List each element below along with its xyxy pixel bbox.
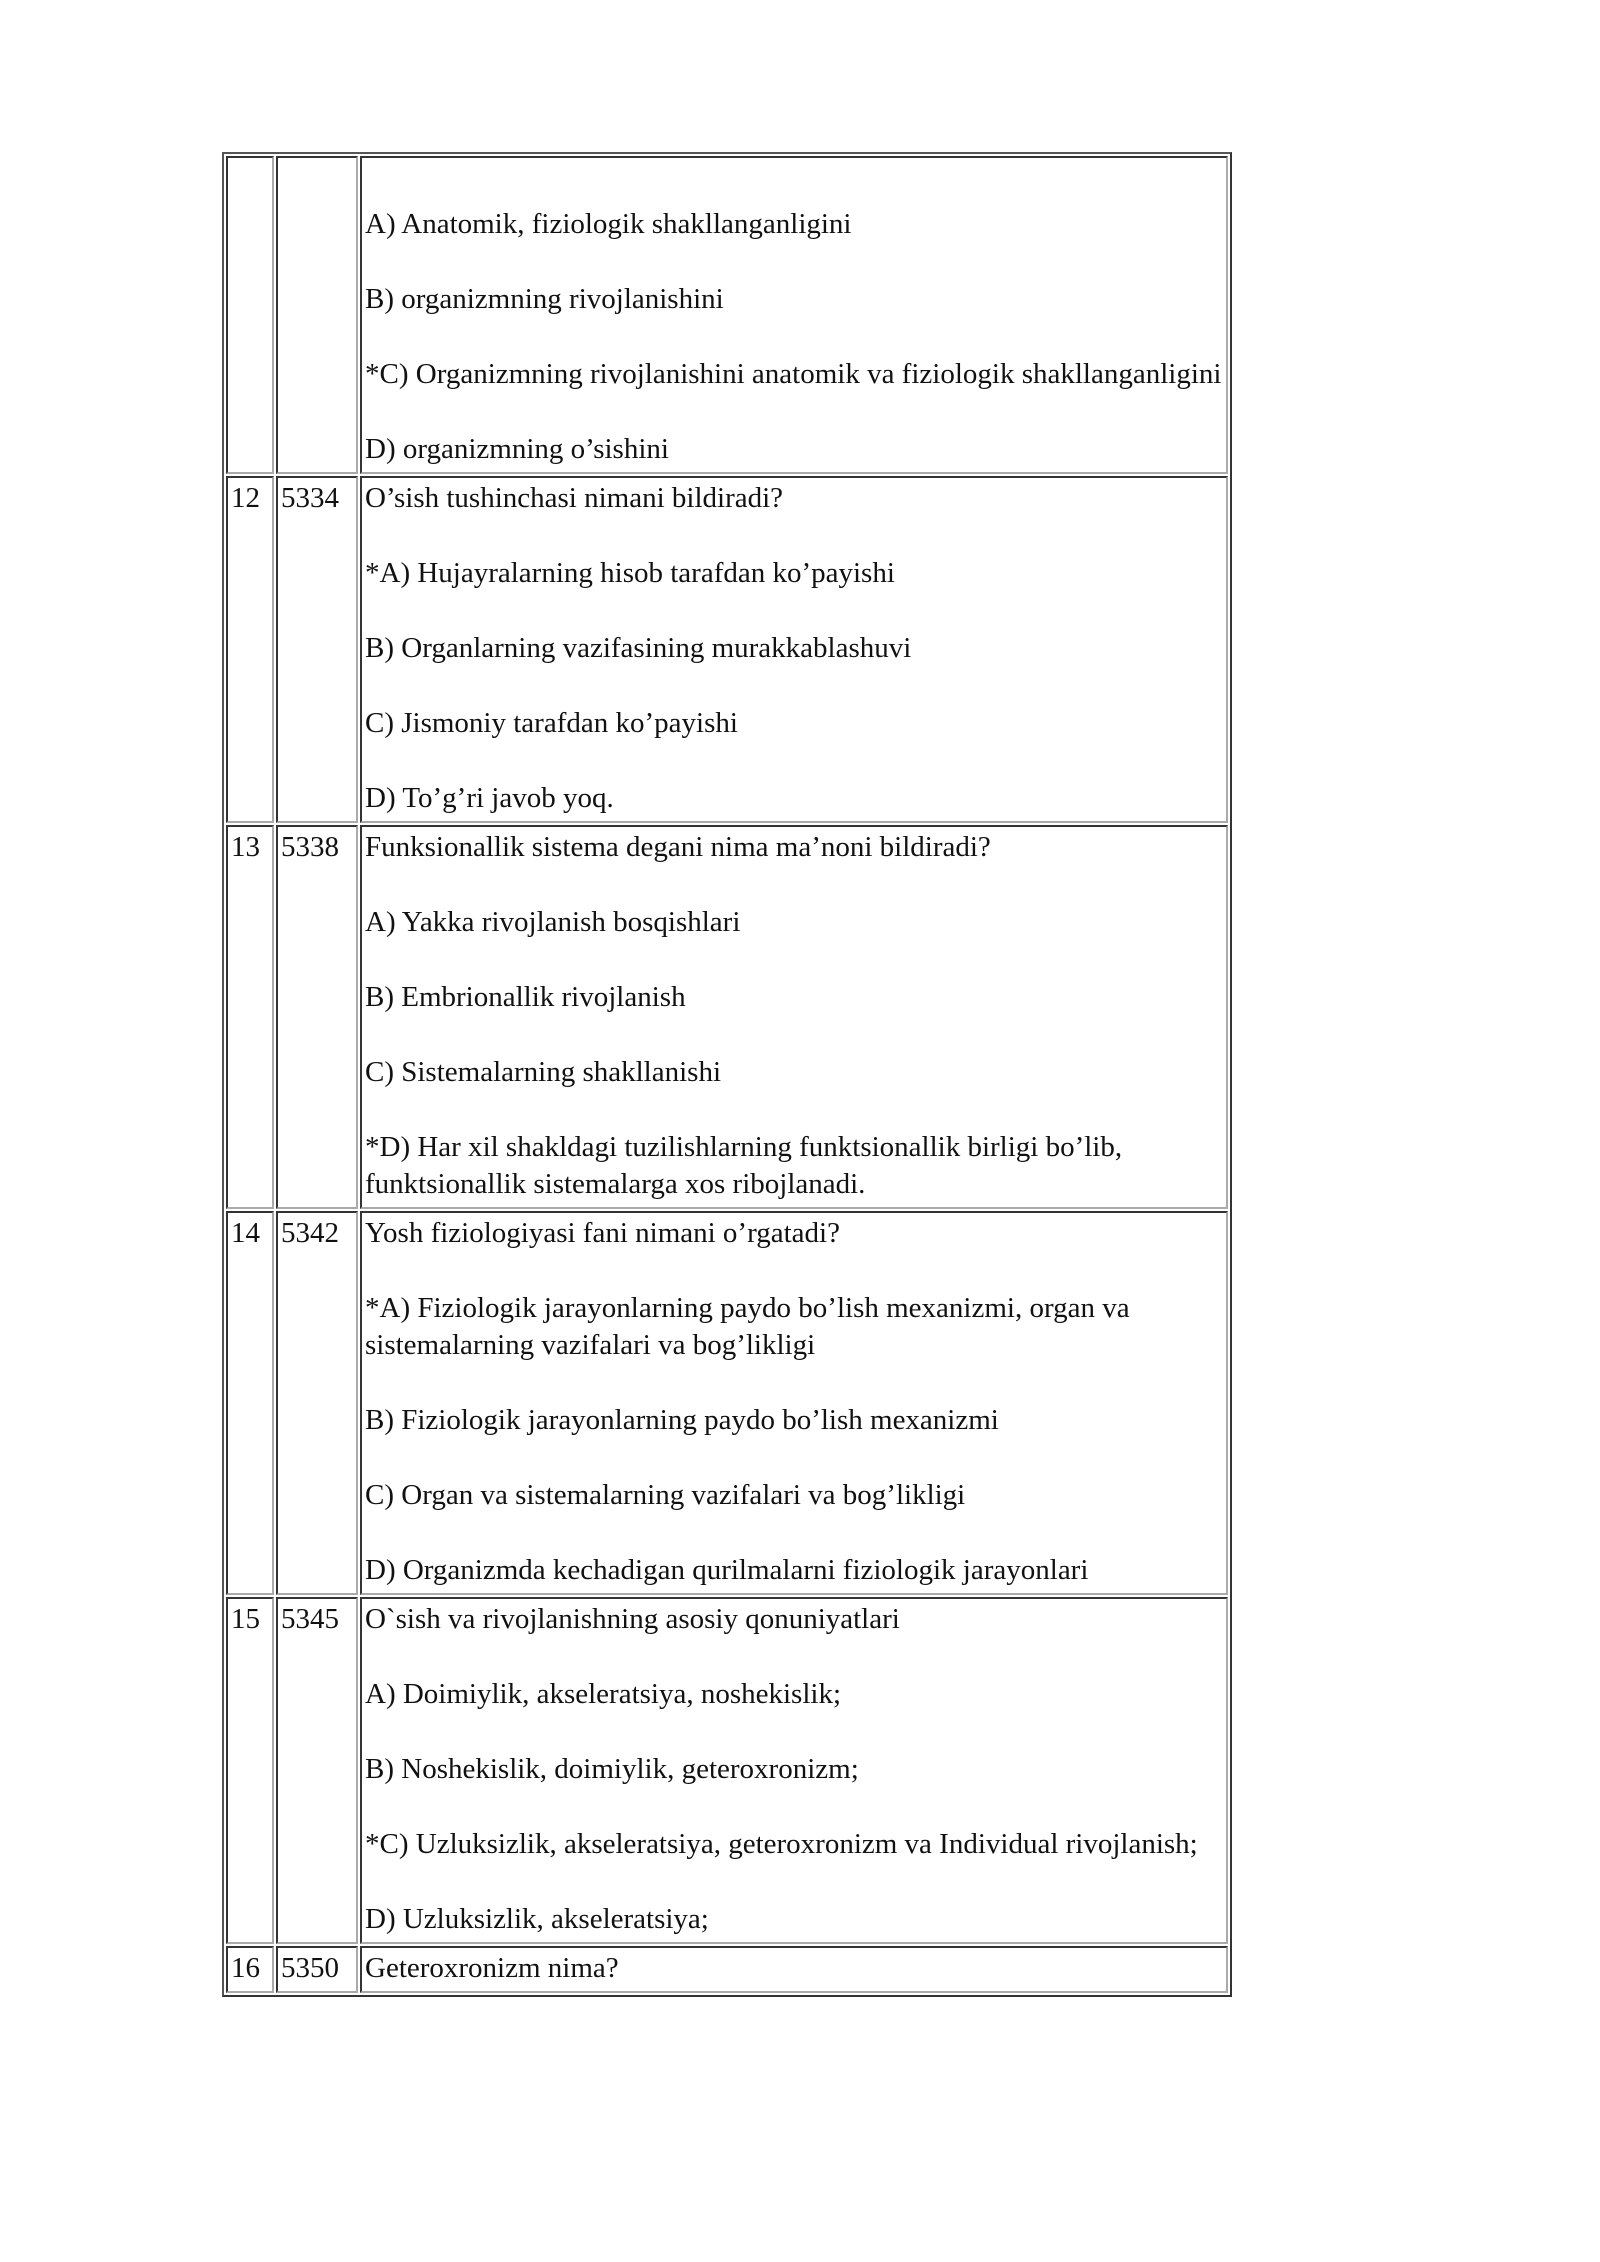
table-row — [226, 1946, 1228, 1993]
answer-option: B) Fiziologik jarayonlarning paydo bo’lish mexanizmi — [365, 1404, 999, 1436]
answer-option: A) Yakka rivojlanish bosqishlari — [365, 906, 741, 938]
answer-option: A) Doimiylik, akseleratsiya, noshekislik; — [365, 1678, 842, 1710]
quiz-table — [222, 152, 1232, 1997]
table-row — [226, 1597, 1228, 1944]
answer-option: C) Sistemalarning shakllanishi — [365, 1056, 722, 1088]
answer-option: D) Organizmda kechadigan qurilmalarni fiziologik jarayonlari — [365, 1554, 1089, 1586]
answer-option: *C) Organizmning rivojlanishini anatomik va fiziologik shakllanganligini — [365, 358, 1222, 390]
row-number-cell: 16 — [226, 1946, 274, 1993]
row-number-cell: 12 — [226, 476, 274, 823]
question-text-cell — [360, 825, 1228, 1209]
question-id-cell: 5342 — [276, 1211, 358, 1595]
answer-option: D) organizmning o’sishini — [365, 433, 669, 465]
table-row — [226, 156, 1228, 474]
row-number-cell: 14 — [226, 1211, 274, 1595]
question-text: O`sish va rivojlanishning asosiy qonuniyatlari — [365, 1603, 900, 1635]
question-id-cell — [276, 156, 358, 474]
question-text-cell — [360, 476, 1228, 823]
answer-option: B) Noshekislik, doimiylik, geteroxronizm; — [365, 1753, 859, 1785]
table-row — [226, 825, 1228, 1209]
answer-option: A) Anatomik, fiziologik shakllanganligini — [365, 208, 852, 240]
answer-option: C) Jismoniy tarafdan ko’payishi — [365, 707, 738, 739]
question-id-cell: 5338 — [276, 825, 358, 1209]
question-id-cell: 5334 — [276, 476, 358, 823]
question-id-cell: 5345 — [276, 1597, 358, 1944]
answer-option: B) organizmning rivojlanishini — [365, 283, 724, 315]
question-text-cell — [360, 1946, 1228, 1993]
answer-option: *C) Uzluksizlik, akseleratsiya, geteroxronizm va Individual rivojlanish; — [365, 1828, 1198, 1860]
answer-option: B) Embrionallik rivojlanish — [365, 981, 686, 1013]
answer-option: B) Organlarning vazifasining murakkablashuvi — [365, 632, 912, 664]
answer-option: *D) Har xil shakldagi tuzilishlarning funktsionallik birligi bo’lib, funktsionallik sistemalarga xos ribojlanadi. — [365, 1131, 1123, 1200]
question-text-cell — [360, 1211, 1228, 1595]
question-text: O’sish tushinchasi nimani bildiradi? — [365, 482, 784, 514]
question-text: Geteroxronizm nima? — [365, 1952, 619, 1984]
question-id-cell: 5350 — [276, 1946, 358, 1993]
row-number-cell: 15 — [226, 1597, 274, 1944]
question-text: Yosh fiziologiyasi fani nimani o’rgatadi? — [365, 1217, 840, 1249]
row-number-cell: 13 — [226, 825, 274, 1209]
row-number-cell — [226, 156, 274, 474]
table-row — [226, 1211, 1228, 1595]
table-row — [226, 476, 1228, 823]
answer-option: D) To’g’ri javob yoq. — [365, 782, 614, 814]
question-text: Funksionallik sistema degani nima ma’noni bildiradi? — [365, 831, 991, 863]
question-text-cell — [360, 156, 1228, 474]
answer-option: *A) Hujayralarning hisob tarafdan ko’payishi — [365, 557, 895, 589]
answer-option: *A) Fiziologik jarayonlarning paydo bo’lish mexanizmi, organ va sistemalarning vazifalari va bog’likligi — [365, 1292, 1130, 1361]
answer-option: D) Uzluksizlik, akseleratsiya; — [365, 1903, 709, 1935]
question-text-cell — [360, 1597, 1228, 1944]
answer-option: C) Organ va sistemalarning vazifalari va bog’likligi — [365, 1479, 966, 1511]
